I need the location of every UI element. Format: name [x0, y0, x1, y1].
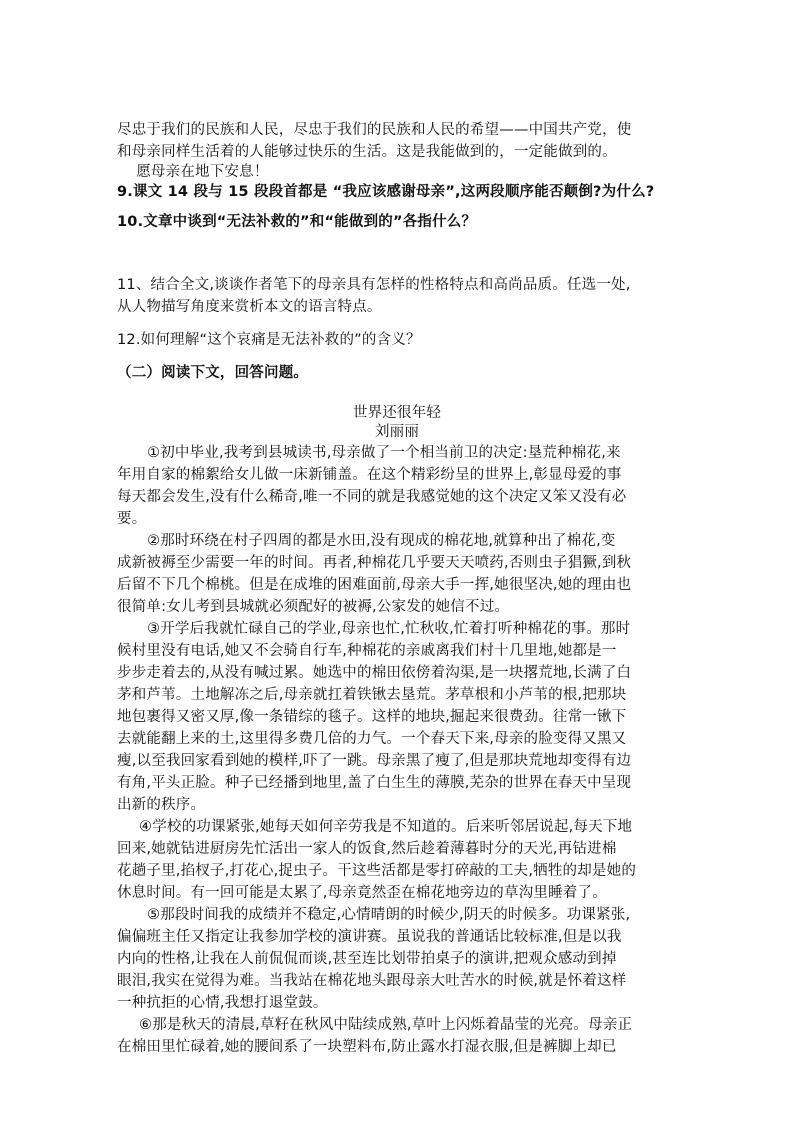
body-line: 和母亲同样生活着的人能够过快乐的生活。这是我能做到的，一定能做到的。 — [117, 144, 617, 160]
paragraph-line: 花趟子里,掐杈子,打花心,捉虫子。干这些活都是零打碎敲的工夫,牺牲的却是她的 — [117, 863, 637, 879]
paragraph-line: 偏偏班主任又指定让我参加学校的演讲赛。虽说我的普通话比较标准,但是以我 — [117, 929, 622, 945]
paragraph-line: 在棉田里忙碌着,她的腰间系了一块塑料布,防止露水打湿衣服,但是裤脚上却已 — [117, 1039, 617, 1055]
paragraph-line: 有角,平头正脸。种子已经播到地里,盖了白生生的薄膜,芜杂的世界在春天中呈现 — [117, 775, 632, 791]
paragraph-line: ①初中毕业,我考到县城读书,母亲做了一个相当前卫的决定:垦荒种棉花,来 — [147, 445, 621, 461]
paragraph-line: 内向的性格,让我在人前侃侃而谈,甚至连比划带拍桌子的演讲,把观众感动到掉 — [117, 951, 617, 967]
paragraph-line: 要。 — [117, 511, 147, 527]
paragraph-line: 瘦,以至我回家看到她的模样,吓了一跳。母亲黑了瘦了,但是那块荒地却变得有边 — [117, 753, 632, 769]
paragraph-line: ③开学后我就忙碌自己的学业,母亲也忙,忙秋收,忙着打听种棉花的事。那时 — [147, 621, 631, 637]
paragraph-line: ⑤那段时间我的成绩并不稳定,心情晴朗的时候少,阴天的时候多。功课紧张, — [147, 907, 631, 923]
question-10: 10.文章中谈到“无法补救的”和“能做到的”各指什么？ — [117, 214, 477, 230]
paragraph-line: 茅和芦苇。土地解冻之后,母亲就扛着铁锹去垦荒。茅草根和小芦苇的根,把那块 — [117, 687, 627, 703]
question-9: 9.课文 14 段与 15 段段首都是 “我应该感谢母亲”,这两段顺序能否颠倒?为什么? — [117, 184, 655, 200]
paragraph-line: 每天都会发生,没有什么稀奇,唯一不同的就是我感觉她的这个决定又笨又没有必 — [117, 489, 627, 505]
paragraph-line: 回来,她就钻进厨房先忙活出一家人的饭食,然后趁着薄暮时分的天光,再钻进棉 — [117, 841, 617, 857]
section-heading: （二）阅读下文，回答问题。 — [117, 365, 309, 381]
question-11: 11、结合全文,谈谈作者笔下的母亲具有怎样的性格特点和高尚品质。任选一处, — [117, 277, 631, 293]
paragraph-line: 很简单:女儿考到县城就必须配好的被褥,公家发的她信不过。 — [117, 599, 510, 615]
paragraph-line: 去就能翻上来的土,这里得多费几倍的力气。一个春天下来,母亲的脸变得又黑又 — [117, 731, 627, 747]
paragraph-line: 休息时间。有一回可能是太累了,母亲竟然歪在棉花地旁边的草沟里睡着了。 — [117, 885, 607, 901]
paragraph-line: 步步走着去的,从没有喊过累。她选中的棉田依傍着沟渠,是一块撂荒地,长满了白 — [117, 665, 632, 681]
paragraph-line: ⑥那是秋天的清晨,草籽在秋风中陆续成熟,草叶上闪烁着晶莹的光亮。母亲正 — [139, 1017, 633, 1033]
paragraph-line: 年用自家的棉絮给女儿做一床新铺盖。在这个精彩纷呈的世界上,彰显母爱的事 — [117, 467, 622, 483]
question-12: 12.如何理解“这个哀痛是无法补救的”的含义？ — [117, 332, 421, 348]
paragraph-line: 后留不下几个棉桃。但是在成堆的困难面前,母亲大手一挥,她很坚决,她的理由也 — [117, 577, 632, 593]
paragraph-line: 地包裹得又密又厚,像一条错综的毯子。这样的地块,掘起来很费劲。往常一锹下 — [117, 709, 627, 725]
paragraph-line: ④学校的功课紧张,她每天如何辛劳我是不知道的。后来听邻居说起,每天下地 — [139, 819, 633, 835]
body-line: 愿母亲在地下安息！ — [117, 164, 269, 180]
body-line: 尽忠于我们的民族和人民，尽忠于我们的民族和人民的希望——中国共产党，使 — [117, 122, 632, 138]
paragraph-line: ②那时环绕在村子四周的都是水田,没有现成的棉花地,就算种出了棉花,变 — [147, 533, 616, 549]
paragraph-line: 一种抗拒的心情,我想打退堂鼓。 — [117, 995, 328, 1011]
article-title: 世界还很年轻 — [352, 405, 442, 421]
paragraph-line: 候村里没有电话,她又不会骑自行车,种棉花的亲戚离我们村十几里地,她都是一 — [117, 643, 617, 659]
paragraph-line: 成新被褥至少需要一年的时间。再者,种棉花几乎要天天喷药,否则虫子猖獗,到秋 — [117, 555, 632, 571]
paragraph-line: 出新的秩序。 — [117, 797, 206, 813]
article-author: 刘丽丽 — [374, 424, 420, 440]
paragraph-line: 眼泪,我实在觉得为难。当我站在棉花地头跟母亲大吐苦水的时候,就是怀着这样 — [117, 973, 627, 989]
question-11-cont: 从人物描写角度来赏析本文的语言特点。 — [117, 299, 382, 315]
